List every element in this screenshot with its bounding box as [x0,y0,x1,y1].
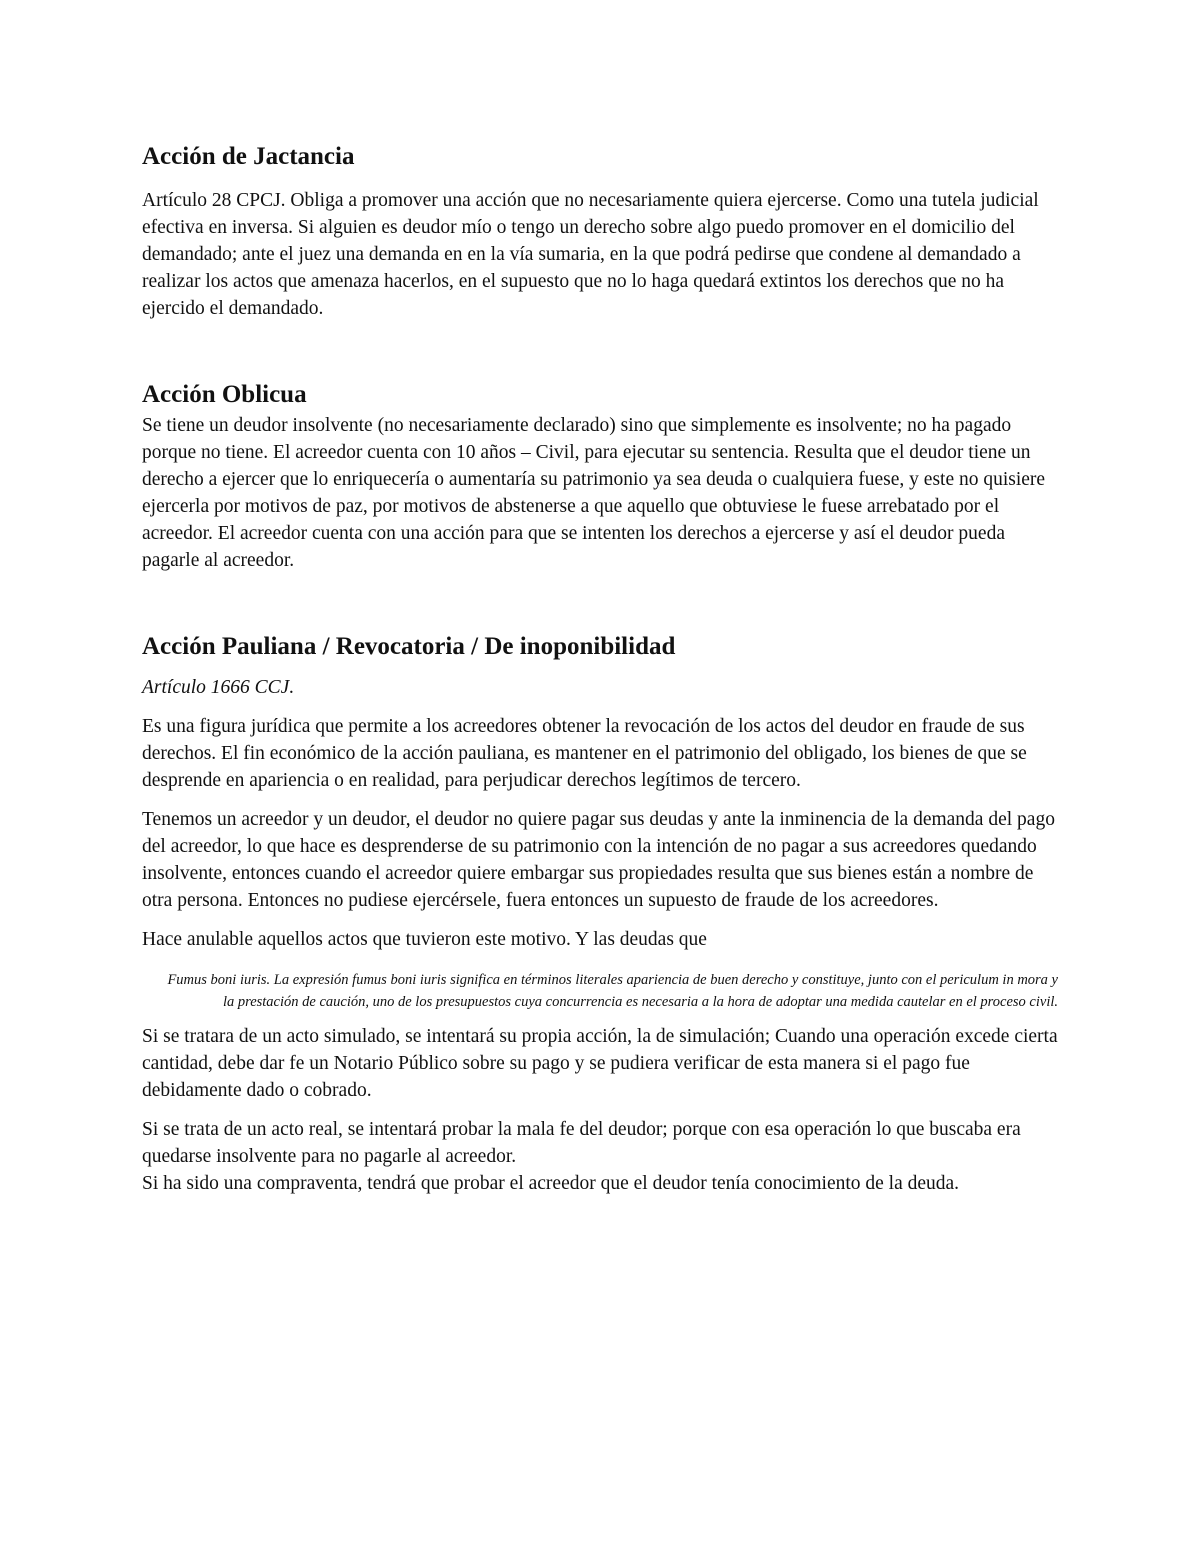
heading-accion-jactancia: Acción de Jactancia [142,143,355,170]
paragraph-jactancia-body: Artículo 28 CPCJ. Obliga a promover una acción que no necesariamente quiera ejercerse. Como una tutela judicial efectiva en inversa. Si alguien es deudor mío o tengo un derecho sobre algo puedo promover en el domicilio del demandado; ante el juez una demanda en en la vía sumaria, en la que podrá pedirse que condene al demandado a realizar los actos que amenaza hacerlos, en el supuesto que no lo haga quedará extintos los derechos que no ha ejercido el demandado. [142,190,1039,319]
paragraph-pauliana-anulable: Hace anulable aquellos actos que tuvieron este motivo. Y las deudas que [142,929,707,950]
paragraph-pauliana-acto-real: Si se trata de un acto real, se intentará probar la mala fe del deudor; porque con esa operación lo que buscaba era quedarse insolvente para no pagarle al acreedor. [142,1119,1021,1167]
paragraph-pauliana-simulado: Si se tratara de un acto simulado, se intentará su propia acción, la de simulación; Cuando una operación excede cierta cantidad, debe dar fe un Notario Público sobre su pago y se pudiera verificar de esta manera si el pago fue debidamente dado o cobrado. [142,1026,1058,1101]
paragraph-pauliana-compraventa: Si ha sido una compraventa, tendrá que probar el acreedor que el deudor tenía conocimiento de la deuda. [142,1173,960,1194]
heading-accion-oblicua: Acción Oblicua [142,381,307,408]
paragraph-pauliana-definition: Es una figura jurídica que permite a los acreedores obtener la revocación de los actos del deudor en fraude de sus derechos. El fin económico de la acción pauliana, es mantener en el patrimonio del obligado, los bienes de que se desprende en apariencia o en realidad, para perjudicar derechos legítimos de tercero. [142,716,1027,791]
paragraph-pauliana-reference: Artículo 1666 CCJ. [142,677,295,698]
document-page [142,140,1062,1197]
paragraph-pauliana-example: Tenemos un acreedor y un deudor, el deudor no quiere pagar sus deudas y ante la inminencia de la demanda del pago del acreedor, lo que hace es desprenderse de su patrimonio con la intención de no pagar a sus acreedores quedando insolvente, entonces cuando el acreedor quiere embargar sus propiedades resulta que sus bienes están a nombre de otra persona. Entonces no pudiese ejercérsele, fuera entonces un supuesto de fraude de los acreedores. [142,809,1055,911]
paragraph-oblicua-body: Se tiene un deudor insolvente (no necesariamente declarado) sino que simplemente es insolvente; no ha pagado porque no tiene. El acreedor cuenta con 10 años – Civil, para ejecutar su sentencia. Resulta que el deudor tiene un derecho a ejercer que lo enriquecería o aumentaría su patrimonio ya sea deuda o cualquiera fuese, y este no quisiere ejercerla por motivos de paz, por motivos de abstenerse a que aquello que obtuviese le fuese arrebatado por el acreedor. El acreedor cuenta con una acción para que se intenten los derechos a ejercerse y así el deudor pueda pagarle al acreedor. [142,415,1046,571]
heading-accion-pauliana: Acción Pauliana / Revocatoria / De inoponibilidad [142,633,676,660]
quote-fumus-boni-iuris: Fumus boni iuris. La expresión fumus boni iuris significa en términos literales apariencia de buen derecho y constituye, junto con el periculum in mora y la prestación de caución, uno de los presupuestos cuya concurrencia es necesaria a la hora de adoptar una medida cautelar en el proceso civil. [167,972,1058,1010]
